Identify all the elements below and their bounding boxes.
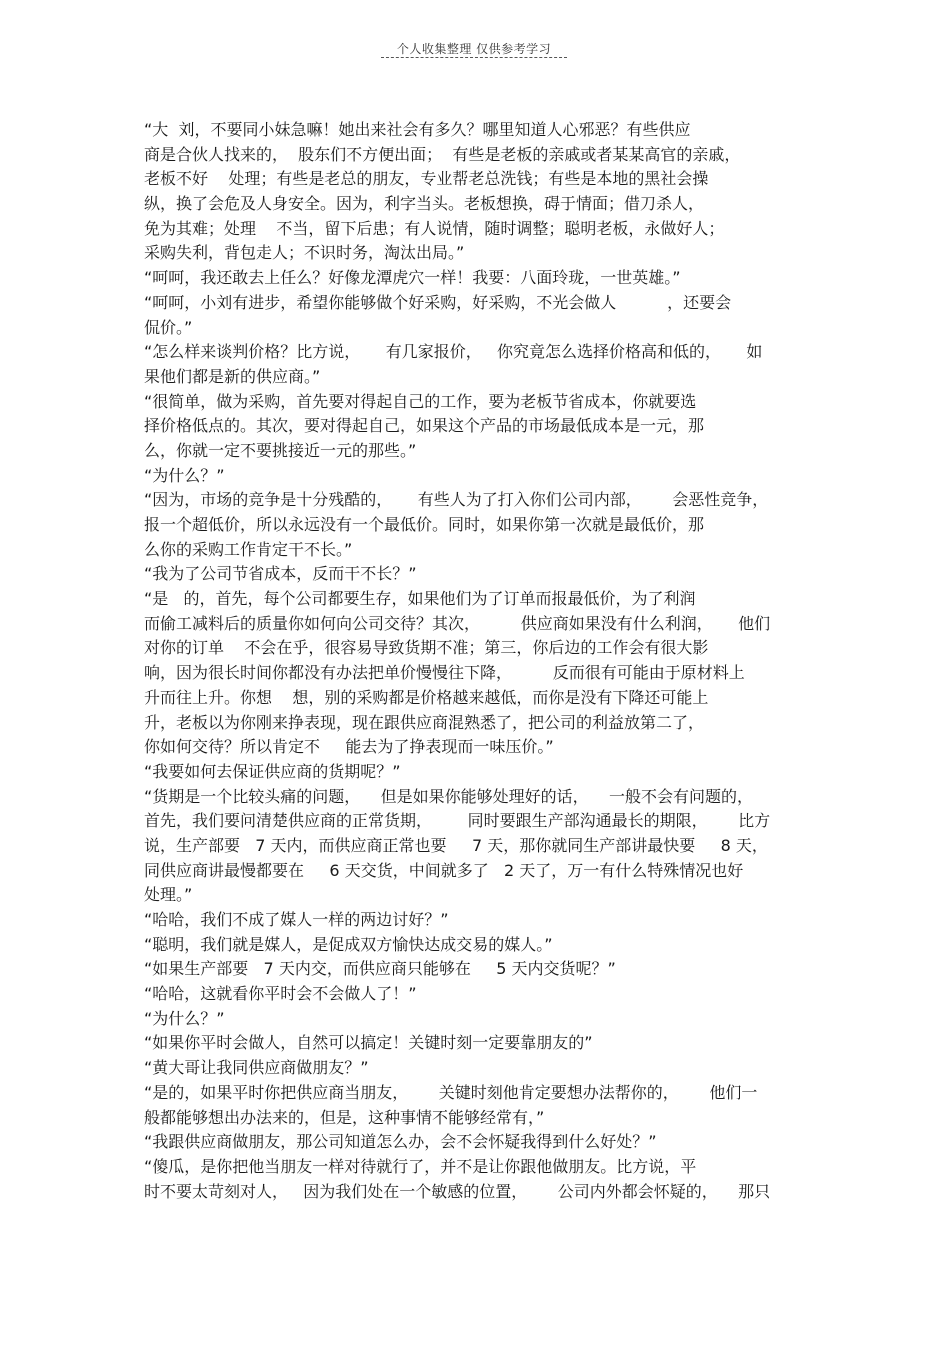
text-line: “货期是一个比较头痛的问题， 但是如果你能够处理好的话， 一般不会有问题的， (144, 786, 753, 806)
text-line: “我跟供应商做朋友，那公司知道怎么办，会不会怀疑我得到什么好处？” (144, 1132, 657, 1152)
text-line: 同供应商讲最慢都要在 6 天交货，中间就多了 2 天了，万一有什么特殊情况也好 (144, 860, 744, 880)
text-line: “呵呵，小刘有进步，希望你能够做个好采购，好采购，不光会做人 ，还要会 (144, 292, 732, 312)
document-body (144, 118, 809, 1204)
text-line: 说，生产部要 7 天内，而供应商正常也要 7 天，那你就同生产部讲最快要 8 天， (144, 835, 768, 855)
text-line: 而偷工减料后的质量你如何向公司交待？其次， 供应商如果没有什么利润， 他们 (144, 613, 771, 633)
text-line: 采购失利，背包走人；不识时务，淘汰出局。” (144, 243, 465, 263)
text-line: “大 刘，不要同小妹急嘛！她出来社会有多久？哪里知道人心邪恶？有些供应 (144, 120, 691, 139)
header-divider (381, 57, 567, 58)
text-line: 你如何交待？所以肯定不 能去为了挣表现而一味压价。” (144, 737, 554, 757)
text-line: “哈哈，我们不成了媒人一样的两边讨好？” (144, 910, 449, 929)
text-line: 纵，换了会危及人身安全。因为，利字当头。老板想换，碍于情面；借刀杀人， (144, 194, 705, 214)
text-line: 首先，我们要问清楚供应商的正常货期， 同时要跟生产部沟通最长的期限， 比方 (144, 811, 771, 831)
text-line: 么你的采购工作肯定干不长。” (144, 539, 353, 559)
text-line: 般都能够想出办法来的，但是，这种事情不能够经常有，” (144, 1107, 545, 1127)
text-line: “怎么样来谈判价格？比方说， 有几家报价， 你究竟怎么选择价格高和低的， 如 (144, 342, 763, 362)
text-line: 免为其难；处理 不当，留下后患；有人说情，随时调整；聪明老板，永做好人； (144, 218, 725, 238)
text-line: 响，因为很长时间你都没有办法把单价慢慢往下降， 反而很有可能由于原材料上 (144, 663, 745, 683)
text-line: 对你的订单 不会在乎，很容易导致货期不准；第三，你后边的工作会有很大影 (144, 638, 709, 658)
text-line: “为什么？” (144, 1008, 225, 1028)
text-line: 老板不好 处理；有些是老总的朋友，专业帮老总洗钱；有些是本地的黑社会操 (144, 169, 709, 189)
text-line: “呵呵，我还敢去上任么？好像龙潭虎穴一样！我要：八面玲珑，一世英雄。” (144, 268, 681, 288)
text-line: “黄大哥让我同供应商做朋友？” (144, 1058, 369, 1078)
text-line: “为什么？” (144, 465, 225, 485)
text-line: “哈哈，这就看你平时会不会做人了！” (144, 984, 417, 1004)
text-line: 商是合伙人找来的， 股东们不方便出面； 有些是老板的亲戚或者某某高官的亲戚， (144, 144, 741, 164)
text-line: “很简单，做为采购，首先要对得起自己的工作，要为老板节省成本，你就要选 (144, 391, 697, 411)
text-line: 时不要太苛刻对人， 因为我们处在一个敏感的位置， 公司内外都会怀疑的， 那只 (144, 1181, 771, 1201)
text-line: “如果你平时会做人，自然可以搞定！关键时刻一定要靠朋友的” (144, 1033, 593, 1053)
text-line: “傻瓜，是你把他当朋友一样对待就行了，并不是让你跟他做朋友。比方说，平 (144, 1156, 697, 1176)
text-line: “我为了公司节省成本，反而干不长？” (144, 564, 417, 584)
text-line: “是 的，首先，每个公司都要生存，如果他们为了订单而报最低价，为了利润 (144, 589, 696, 609)
text-line: 择价格低点的。其次，要对得起自己，如果这个产品的市场最低成本是一元，那 (144, 416, 705, 436)
text-line: “因为，市场的竞争是十分残酷的， 有些人为了打入你们公司内部， 会恶性竞争， (144, 490, 769, 510)
text-line: 升而往上升。你想 想，别的采购都是价格越来越低，而你是没有下降还可能上 (144, 687, 709, 707)
text-line: “我要如何去保证供应商的货期呢？” (144, 761, 401, 781)
text-line: 么，你就一定不要挑接近一元的那些。” (144, 440, 417, 460)
text-line: “聪明，我们就是媒人，是促成双方愉快达成交易的媒人。” (144, 934, 553, 954)
text-line: 升，老板以为你刚来挣表现，现在跟供应商混熟悉了，把公司的利益放第二了， (144, 712, 705, 732)
text-line: 果他们都是新的供应商。” (144, 366, 321, 386)
text-line: “如果生产部要 7 天内交，而供应商只能够在 5 天内交货呢？” (144, 959, 616, 979)
page-header: 个人收集整理 仅供参考学习 (396, 42, 552, 56)
text-line: 报一个超低价，所以永远没有一个最低价。同时，如果你第一次就是最低价，那 (144, 515, 705, 534)
text-line: 处理。” (144, 885, 193, 905)
text-line: 侃价。” (144, 317, 193, 337)
text-line: “是的，如果平时你把供应商当朋友， 关键时刻他肯定要想办法帮你的， 他们一 (144, 1082, 758, 1102)
